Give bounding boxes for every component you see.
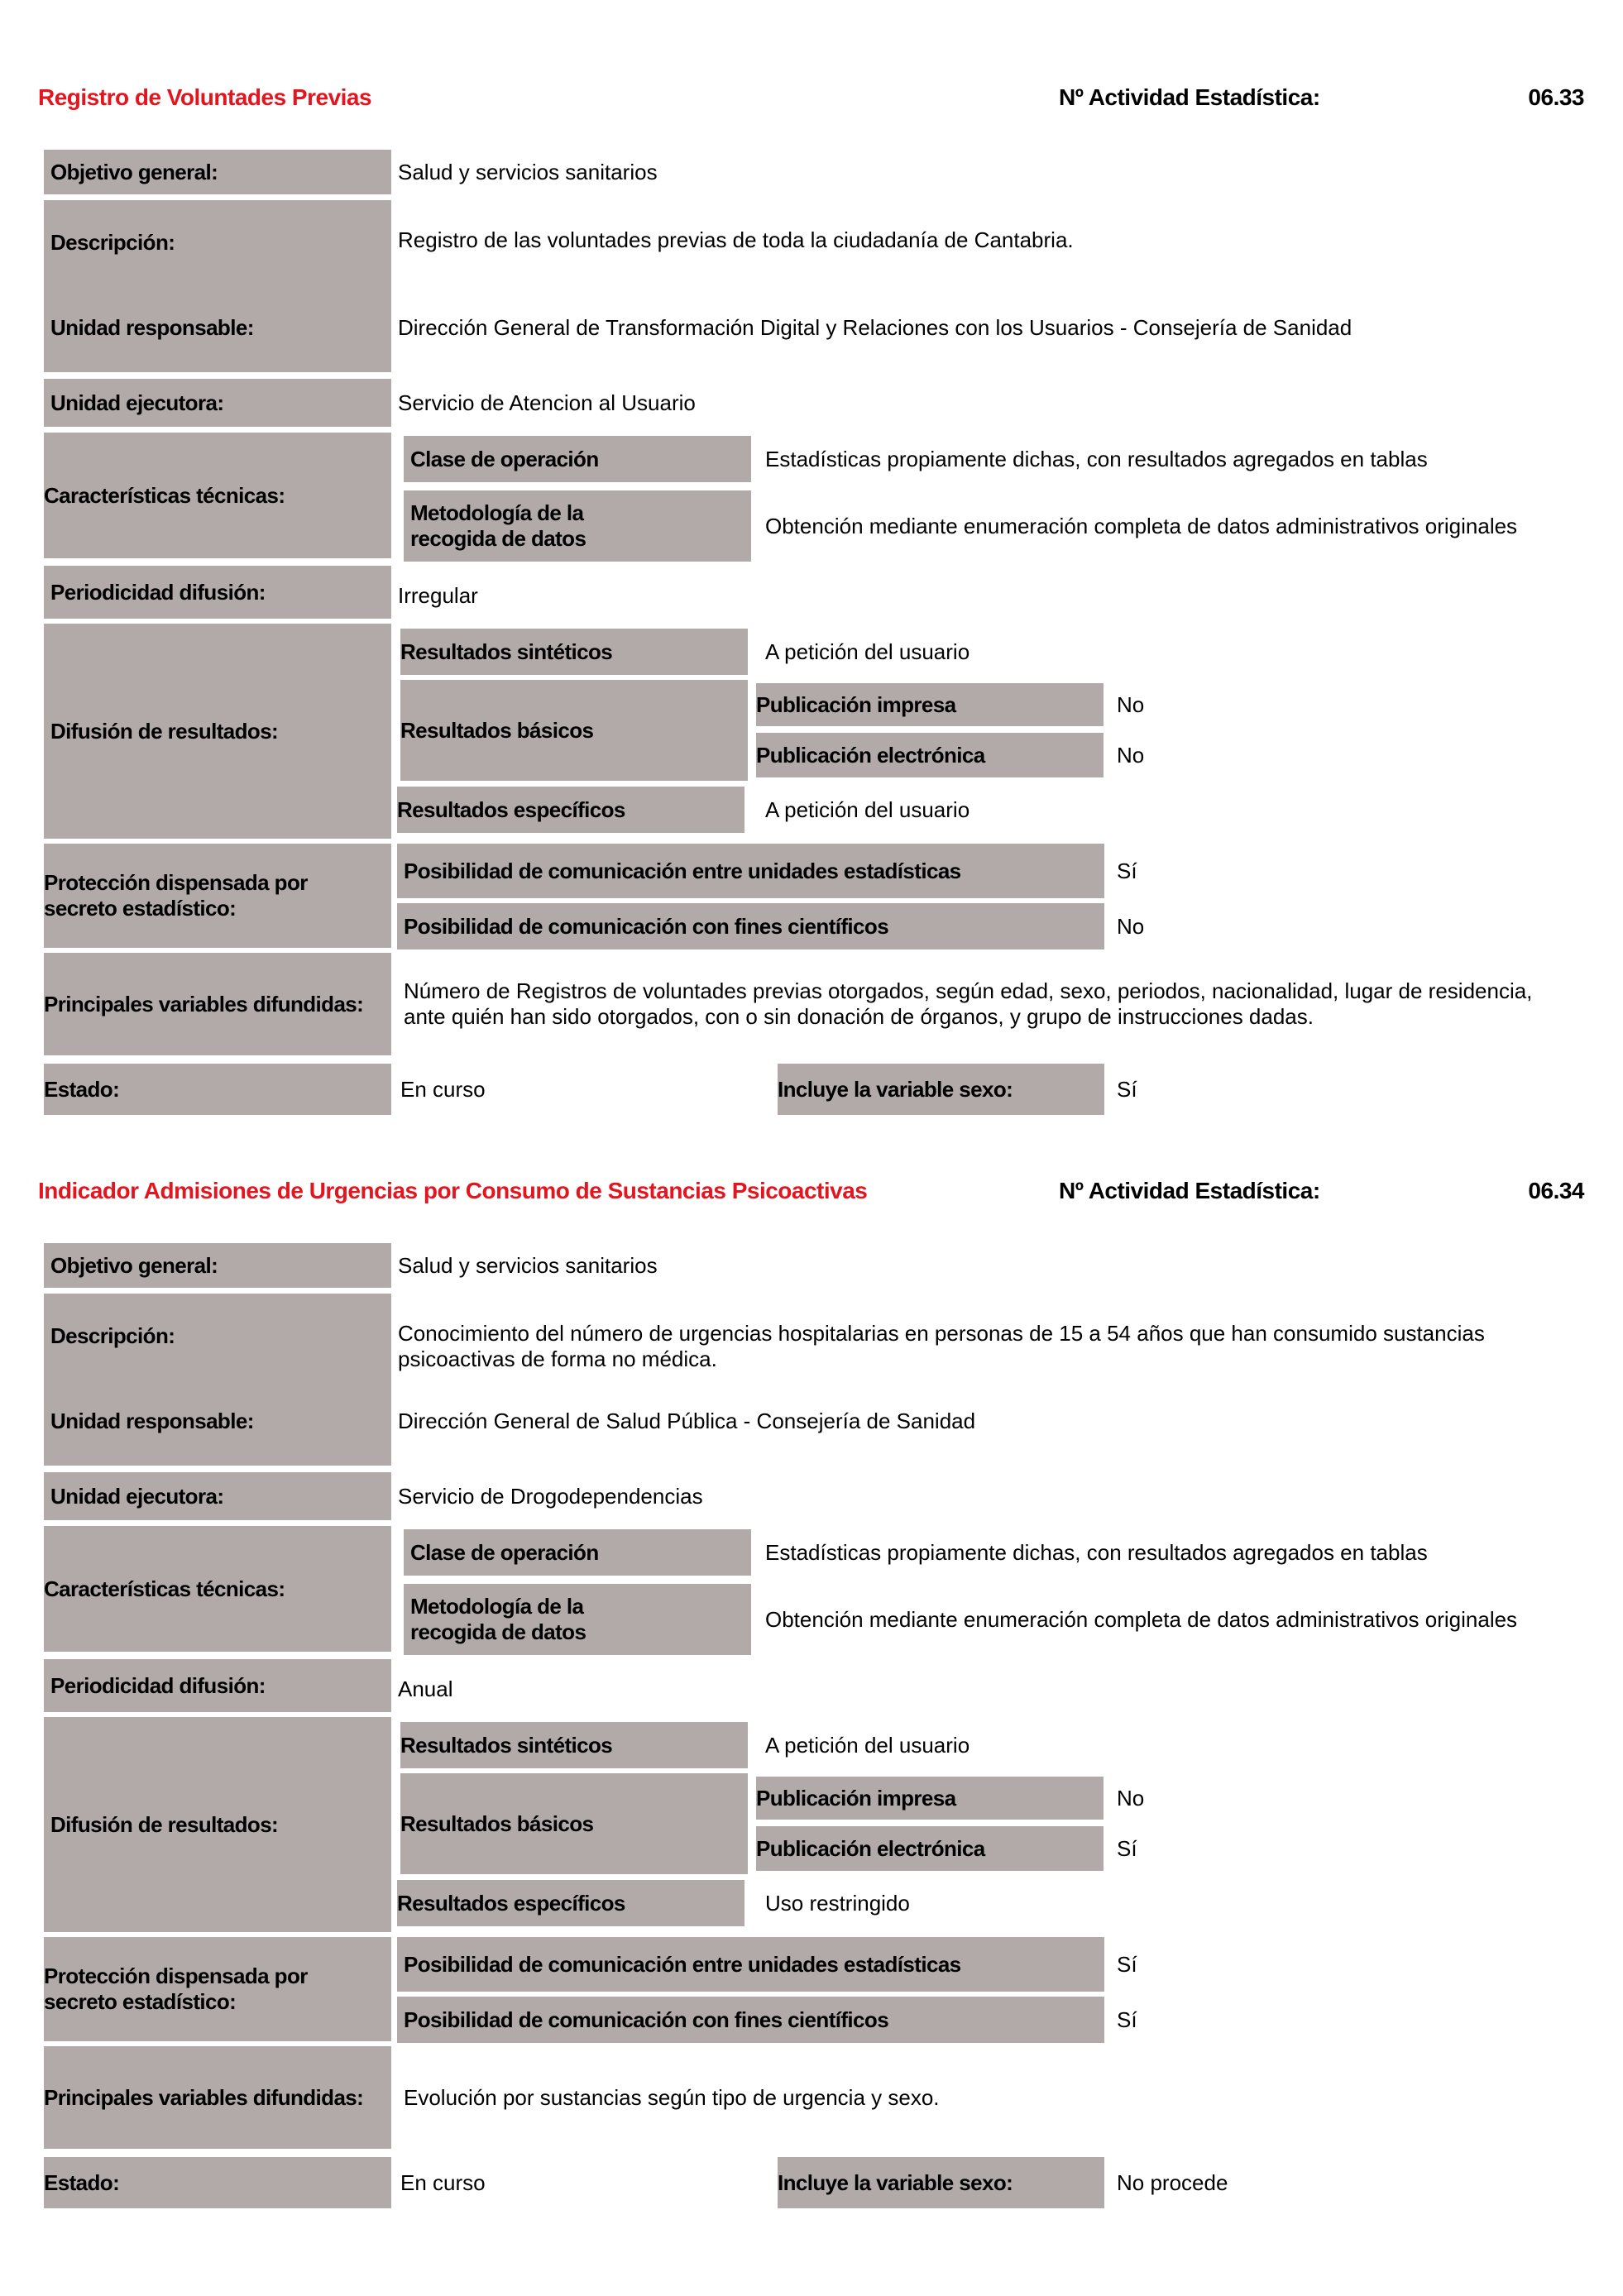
statistical-activity-section	[0, 0, 1623, 1102]
res-basicos-label: Resultados básicos	[400, 680, 748, 781]
estado-value: En curso	[400, 1076, 486, 1102]
posib-cientificos-label: Posibilidad de comunicación con fines científicos	[397, 1997, 1104, 2043]
objetivo-label: Objetivo general:	[44, 1243, 391, 1288]
posib-unidades-label: Posibilidad de comunicación entre unidades estadísticas	[397, 844, 1104, 898]
unidad-responsable-label: Unidad responsable:	[50, 1408, 254, 1433]
estado-value: En curso	[400, 2169, 486, 2195]
metodologia-value: Obtención mediante enumeración completa de datos administrativos originales	[765, 513, 1518, 538]
pub-impresa-value: No	[1117, 1785, 1145, 1810]
statistical-activity-section	[0, 1093, 1623, 2195]
activity-number: 06.33	[1528, 84, 1584, 110]
unidad-ejecutora-value: Servicio de Atencion al Usuario	[398, 390, 696, 415]
activity-number: 06.34	[1528, 1178, 1584, 1203]
periodicidad-label: Periodicidad difusión:	[44, 1659, 391, 1712]
principales-label: Principales variables difundidas:	[44, 2046, 391, 2149]
principales-label: Principales variables difundidas:	[44, 953, 391, 1055]
unidad-responsable-value: Dirección General de Transformación Digital y Relaciones con los Usuarios - Consejería de Sanidad	[398, 314, 1352, 340]
res-sinteticos-label: Resultados sintéticos	[400, 629, 748, 675]
section-title: Indicador Admisiones de Urgencias por Consumo de Sustancias Psicoactivas	[38, 1178, 868, 1203]
descripcion-label: Descripción:	[50, 229, 175, 255]
periodicidad-value: Irregular	[398, 582, 478, 608]
incluye-sexo-value: No procede	[1117, 2169, 1228, 2195]
unidad-responsable-value: Dirección General de Salud Pública - Consejería de Sanidad	[398, 1408, 976, 1433]
incluye-sexo-value: Sí	[1117, 1076, 1137, 1102]
estado-label: Estado:	[44, 1064, 391, 1115]
objetivo-value: Salud y servicios sanitarios	[398, 159, 658, 184]
unidad-ejecutora-label: Unidad ejecutora:	[44, 379, 391, 427]
clase-operacion-label: Clase de operación	[404, 1529, 751, 1576]
metodologia-value: Obtención mediante enumeración completa de datos administrativos originales	[765, 1606, 1518, 1632]
difusion-label: Difusión de resultados:	[44, 1717, 391, 1932]
unidad-ejecutora-value: Servicio de Drogodependencias	[398, 1483, 703, 1509]
res-especificos-value: Uso restringido	[765, 1890, 910, 1916]
incluye-sexo-label: Incluye la variable sexo:	[778, 2157, 1104, 2208]
res-especificos-value: A petición del usuario	[765, 796, 970, 822]
clase-operacion-value: Estadísticas propiamente dichas, con resultados agregados en tablas	[765, 446, 1428, 471]
incluye-sexo-label: Incluye la variable sexo:	[778, 1064, 1104, 1115]
unidad-ejecutora-label: Unidad ejecutora:	[44, 1472, 391, 1520]
periodicidad-label: Periodicidad difusión:	[44, 566, 391, 619]
posib-unidades-value: Sí	[1117, 858, 1137, 883]
pub-impresa-label: Publicación impresa	[756, 1777, 1104, 1820]
difusion-label: Difusión de resultados:	[44, 624, 391, 839]
activity-number-label: Nº Actividad Estadística:	[1059, 1178, 1320, 1203]
principales-value: Evolución por sustancias según tipo de urgencia y sexo.	[404, 2084, 940, 2110]
caracteristicas-label: Características técnicas:	[44, 433, 391, 558]
proteccion-label: Protección dispensada por secreto estadístico:	[44, 1937, 391, 2041]
clase-operacion-value: Estadísticas propiamente dichas, con resultados agregados en tablas	[765, 1539, 1428, 1565]
principales-value: Número de Registros de voluntades previas otorgados, según edad, sexo, periodos, nacionalidad, lugar de residencia, ante quién han sido otorgados, con o sin donación de órganos, y grupo de instrucciones dadas.	[404, 978, 1533, 1029]
pub-electronica-value: No	[1117, 742, 1145, 768]
caracteristicas-label: Características técnicas:	[44, 1526, 391, 1652]
section-title: Registro de Voluntades Previas	[38, 84, 372, 110]
metodologia-label: Metodología de la recogida de datos	[404, 1584, 751, 1655]
unidad-responsable-label: Unidad responsable:	[50, 314, 254, 340]
posib-cientificos-value: No	[1117, 913, 1145, 939]
pub-electronica-label: Publicación electrónica	[756, 1826, 1104, 1871]
res-sinteticos-label: Resultados sintéticos	[400, 1722, 748, 1768]
res-basicos-label: Resultados básicos	[400, 1773, 748, 1874]
descripcion-value: Conocimiento del número de urgencias hospitalarias en personas de 15 a 54 años que han consumido sustancias psicoactivas de forma no médica.	[398, 1321, 1485, 1371]
objetivo-label: Objetivo general:	[44, 150, 391, 194]
proteccion-label: Protección dispensada por secreto estadístico:	[44, 844, 391, 948]
pub-electronica-value: Sí	[1117, 1835, 1137, 1861]
estado-label: Estado:	[44, 2157, 391, 2208]
res-sinteticos-value: A petición del usuario	[765, 639, 970, 664]
objetivo-value: Salud y servicios sanitarios	[398, 1252, 658, 1278]
pub-electronica-label: Publicación electrónica	[756, 733, 1104, 777]
posib-unidades-label: Posibilidad de comunicación entre unidades estadísticas	[397, 1937, 1104, 1992]
activity-number-label: Nº Actividad Estadística:	[1059, 84, 1320, 110]
res-especificos-label: Resultados específicos	[397, 787, 744, 833]
posib-cientificos-value: Sí	[1117, 2007, 1137, 2032]
descripcion-label: Descripción:	[50, 1323, 175, 1348]
pub-impresa-label: Publicación impresa	[756, 683, 1104, 726]
metodologia-label: Metodología de la recogida de datos	[404, 490, 751, 562]
periodicidad-value: Anual	[398, 1676, 453, 1701]
res-especificos-label: Resultados específicos	[397, 1880, 744, 1926]
pub-impresa-value: No	[1117, 691, 1145, 717]
clase-operacion-label: Clase de operación	[404, 436, 751, 482]
res-sinteticos-value: A petición del usuario	[765, 1732, 970, 1758]
posib-unidades-value: Sí	[1117, 1951, 1137, 1977]
posib-cientificos-label: Posibilidad de comunicación con fines científicos	[397, 903, 1104, 949]
descripcion-value: Registro de las voluntades previas de toda la ciudadanía de Cantabria.	[398, 227, 1074, 252]
